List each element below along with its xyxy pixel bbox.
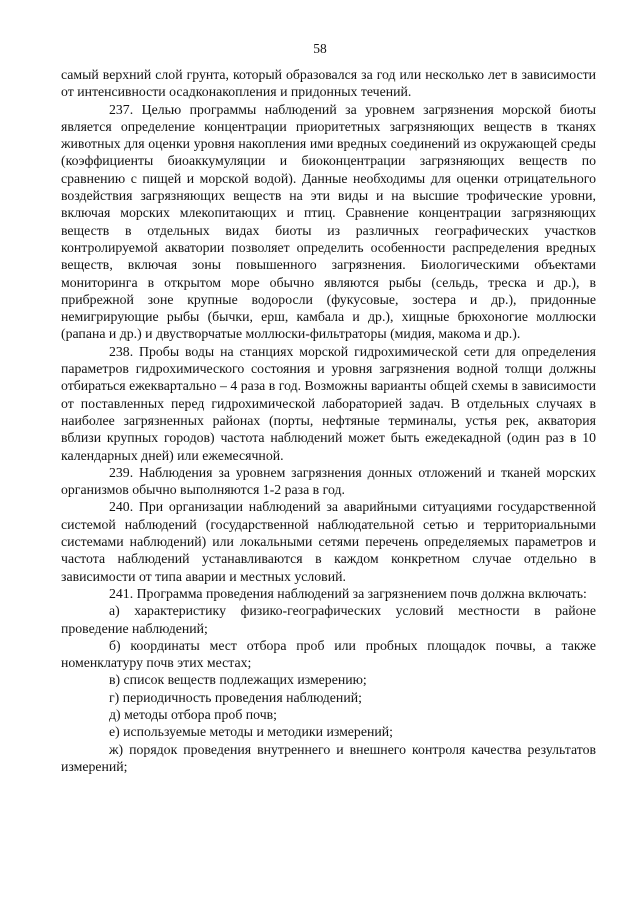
paragraph-238: 238. Пробы воды на станциях морской гидрохимической сети для определения параметров гидрохимического состояния и уровня загрязнения водной толщи должны отбираться ежеквартально – 4 раза в год. Возможны варианты общей схемы в зависимости от поставленных перед гидрохимической лабораторией задач. В отдельных случаях в наиболее загрязненных районах (порты, нефтяные терминалы, устья рек, акватория вблизи крупных городов) частота наблюдений может быть ежедекадной (один раз в 10 календарных дней) или ежемесячной. [61,343,596,463]
list-item-v: в) список веществ подлежащих измерению; [109,672,367,688]
paragraph-241: 241. Программа проведения наблюдений за загрязнением почв должна включать: [109,585,587,601]
document-body [61,66,596,775]
list-item-g: г) периодичность проведения наблюдений; [109,689,362,705]
list-item-d: д) методы отбора проб почв; [109,706,278,722]
page-number: 58 [313,41,327,56]
paragraph-239: 239. Наблюдения за уровнем загрязнения донных отложений и тканей морских организмов обычно выполняются 1-2 раза в год. [61,464,596,498]
list-item-zh: ж) порядок проведения внутреннего и внешнего контроля качества результатов измерений; [61,741,596,774]
paragraph-continuation: самый верхний слой грунта, который образовался за год или несколько лет в зависимости от интенсивности осадконакопления и придонных течений. [61,67,596,100]
list-item-a: а) характеристику физико-географических условий местности в районе проведение наблюдений; [61,603,596,636]
list-item-b: б) координаты мест отбора проб или пробных площадок почвы, а также номенклатуру почв этих местах; [61,637,596,671]
paragraph-237: 237. Целью программы наблюдений за уровнем загрязнения морской биоты является определение концентрации приоритетных загрязняющих веществ в тканях животных для оценки уровня накопления ими вредных соединений из окружающей среды (коэффициенты биоаккумуляции и биоконцентрации загрязняющих веществ по сравнению с пищей и морской водой). Данные необходимы для оценки отрицательного воздействия загрязняющих веществ на эти виды и на высшие трофические уровни, включая морских млекопитающих и птиц. Сравнение концентрации загрязняющих веществ в отдельных видах биоты из различных географических участков контролируемой акватории позволяет определить особенности распределения вредных веществ, включая зоны повышенного загрязнения. Биологическими объектами мониторинга в открытом море обычно являются рыбы (сельдь, треска и др.), в прибрежной зоне крупные водоросли (фукусовые, зостера и др.), придонные немигрирующие рыбы (бычки, ерш, камбала и др.), хищные брюхоногие моллюски (рапана и др.) и двустворчатые моллюски-фильтраторы (мидия, макома и др.). [61,101,596,342]
list-item-e: е) используемые методы и методики измерений; [109,724,393,740]
paragraph-240: 240. При организации наблюдений за аварийными ситуациями государственной системой наблюдений (государственной наблюдательной сетью и территориальными системами наблюдений) или локальными сетями перечень определяемых параметров и частота наблюдений устанавливаются в каждом конкретном случае отдельно в зависимости от типа аварии и местных условий. [61,499,596,584]
